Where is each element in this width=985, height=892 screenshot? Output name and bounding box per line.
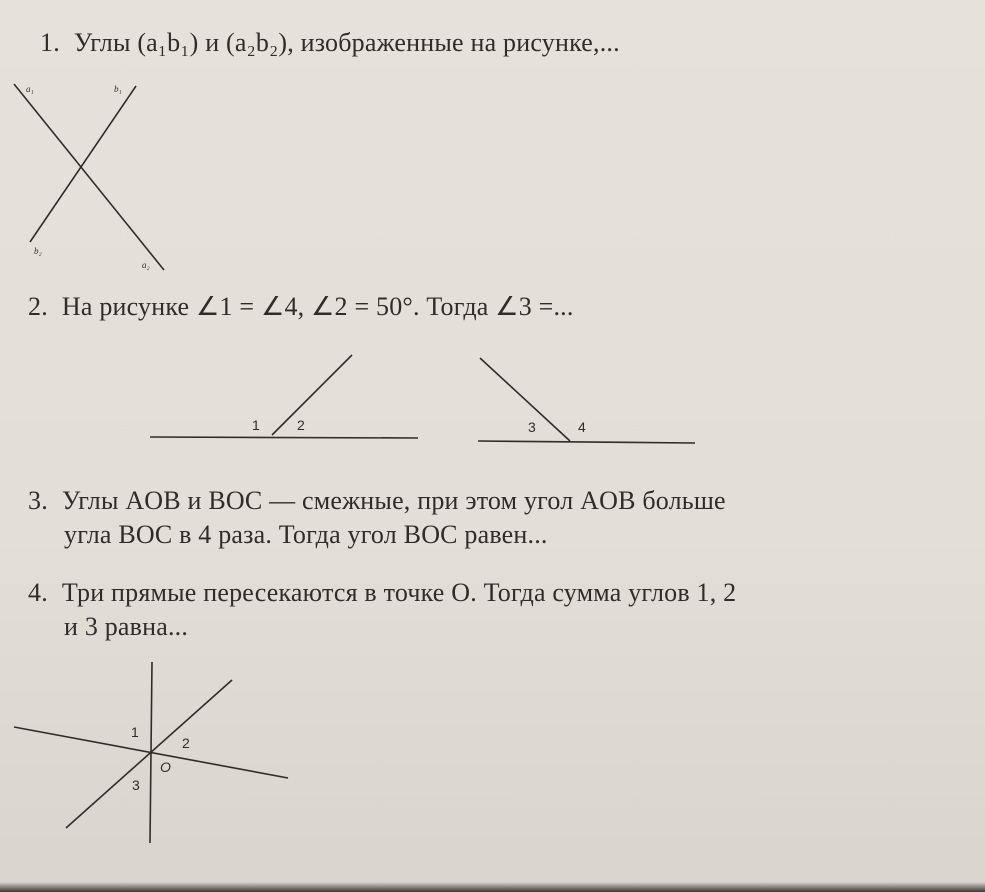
fig4-label-1: 1 (131, 724, 139, 740)
fig2-label-1: 1 (252, 417, 260, 433)
line-b (30, 86, 136, 242)
fig2-label-2: 2 (297, 417, 305, 433)
question-3-number: 3. (28, 486, 48, 515)
fig2-left-ray (272, 355, 352, 435)
fig4-label-3: 3 (132, 777, 140, 793)
fig2-right-ray (480, 358, 570, 441)
fig2-right-baseline (478, 441, 695, 443)
question-3-text-line1: Углы AOB и BOC — смежные, при этом угол AOB больше (61, 486, 726, 515)
question-4-text-line1: Три прямые пересекаются в точке O. Тогда сумма углов 1, 2 (61, 578, 737, 607)
line-a (14, 84, 164, 270)
question-1-number: 1. (40, 28, 60, 57)
question-2-text: На рисунке ∠1 = ∠4, ∠2 = 50°. Тогда ∠3 =... (61, 292, 574, 321)
fig4-label-o: O (160, 759, 171, 775)
question-4-text-line2: и 3 равна... (64, 612, 189, 641)
fig1-label-a2: a₂ (142, 260, 150, 270)
question-2-number: 2. (28, 292, 48, 321)
fig1-label-b2: b₂ (34, 246, 42, 256)
fig1-label-b1: b₁ (114, 84, 122, 94)
bottom-edge-shadow (0, 882, 985, 892)
question-4-number: 4. (28, 578, 48, 607)
fig2-label-3: 3 (528, 419, 536, 435)
question-3-text-line2: угла BOC в 4 раза. Тогда угол BOC равен... (64, 520, 548, 549)
figure-2-right-angle (478, 358, 695, 443)
figure-1-crossing-lines (14, 84, 164, 270)
fig4-label-2: 2 (182, 735, 190, 751)
fig1-label-a1: a₁ (26, 84, 34, 94)
fig2-label-4: 4 (578, 419, 586, 435)
fig4-line-3 (66, 680, 232, 828)
figure-4-three-lines (14, 662, 288, 843)
figure-2-left-angle (150, 355, 418, 438)
fig2-left-baseline (150, 437, 418, 438)
question-1-text: Углы (a₁b₁) и (a₂b₂), изображенные на рисунке,... (73, 28, 620, 57)
